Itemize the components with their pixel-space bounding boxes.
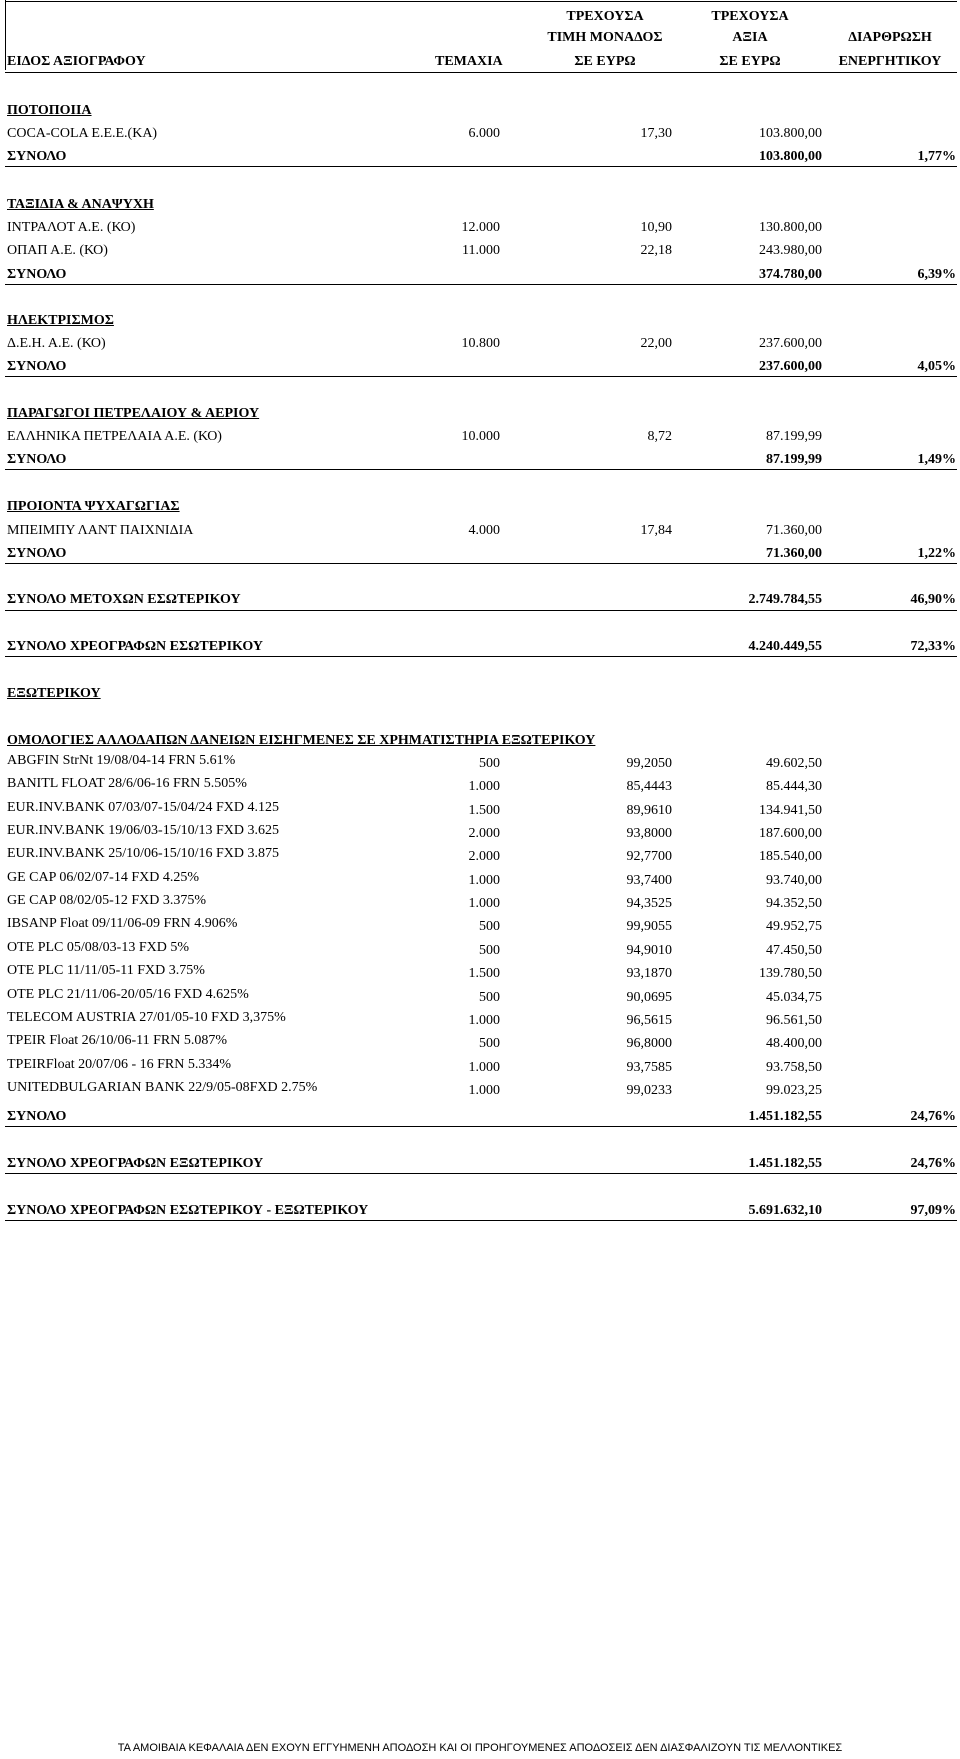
security-qty: 1.500 <box>468 803 500 818</box>
domestic-shares-total-value: 2.749.784,55 <box>748 592 822 607</box>
security-qty: 1.000 <box>468 1083 500 1098</box>
section-divider <box>5 166 957 167</box>
security-name: IBSANP Float 09/11/06-09 FRN 4.906% <box>7 916 238 931</box>
security-name: EUR.INV.BANK 19/06/03-15/10/13 FXD 3.625 <box>7 823 279 838</box>
security-value: 103.800,00 <box>759 126 822 141</box>
security-price: 92,7700 <box>626 849 672 864</box>
security-name: TPEIRFloat 20/07/06 - 16 FRN 5.334% <box>7 1057 232 1072</box>
total-label: ΣΥΝΟΛΟ <box>7 149 67 164</box>
security-name: OTE PLC 05/08/03-13 FXD 5% <box>7 940 189 955</box>
total-value: 103.800,00 <box>759 149 822 164</box>
section-title: ΗΛΕΚΤΡΙΣΜΟΣ <box>7 313 114 328</box>
security-value: 87.199,99 <box>766 429 822 444</box>
security-price: 99,2050 <box>626 756 672 771</box>
security-name: EUR.INV.BANK 25/10/06-15/10/16 FXD 3.875 <box>7 846 279 861</box>
security-qty: 500 <box>479 919 500 934</box>
disclaimer-footer: ΤΑ ΑΜΟΙΒΑΙΑ ΚΕΦΑΛΑΙΑ ΔΕΝ ΕΧΟΥΝ ΕΓΓΥΗΜΕΝΗ ΑΠΟΔΟΣΗ ΚΑΙ ΟΙ ΠΡΟΗΓΟΥΜΕΝΕΣ ΑΠΟΔΟΣΕΙΣ ΔΕΝ ΔΙΑΣΦΑΛΙΖΟΥΝ ΤΙΣ ΜΕΛΛΟΝΤΙΚΕΣ <box>117 1742 843 1754</box>
header-type: ΕΙΔΟΣ ΑΞΙΟΓΡΑΦΟΥ <box>7 54 146 69</box>
domestic-shares-total-label: ΣΥΝΟΛΟ ΜΕΤΟΧΩΝ ΕΣΩΤΕΡΙΚΟΥ <box>7 592 241 607</box>
header-value-line2: ΑΞΙΑ <box>732 30 768 45</box>
security-price: 89,9610 <box>626 803 672 818</box>
header-qty: ΤΕΜΑΧΙΑ <box>435 54 503 69</box>
total-value: 1.451.182,55 <box>748 1109 822 1124</box>
security-name: GE CAP 06/02/07-14 FXD 4.25% <box>7 870 199 885</box>
security-value: 47.450,50 <box>766 943 822 958</box>
domestic-securities-total-value: 4.240.449,55 <box>748 639 822 654</box>
security-price: 17,30 <box>640 126 672 141</box>
foreign-bonds-title: ΟΜΟΛΟΓΙΕΣ ΑΛΛΟΔΑΠΩΝ ΔΑΝΕΙΩΝ ΕΙΣΗΓΜΕΝΕΣ ΣΕ ΧΡΗΜΑΤΙΣΤΗΡΙΑ ΕΞΩΤΕΡΙΚΟΥ <box>7 733 596 748</box>
foreign-securities-total-value: 1.451.182,55 <box>748 1156 822 1171</box>
security-price: 99,9055 <box>626 919 672 934</box>
total-pct: 4,05% <box>917 359 956 374</box>
domestic-securities-total-label: ΣΥΝΟΛΟ ΧΡΕΟΓΡΑΦΩΝ ΕΣΩΤΕΡΙΚΟΥ <box>7 639 263 654</box>
section-title: ΠΟΤΟΠΟΙΙΑ <box>7 103 92 118</box>
section-divider <box>5 284 957 285</box>
security-price: 94,3525 <box>626 896 672 911</box>
security-qty: 1.500 <box>468 966 500 981</box>
security-name: OTE PLC 21/11/06-20/05/16 FXD 4.625% <box>7 987 249 1002</box>
total-label: ΣΥΝΟΛΟ <box>7 452 67 467</box>
header-alloc-line1: ΔΙΑΡΘΡΩΣΗ <box>848 30 932 45</box>
security-price: 93,1870 <box>626 966 672 981</box>
section-divider <box>5 376 957 377</box>
section-divider <box>5 1126 957 1127</box>
security-name: ΟΠΑΠ Α.Ε. (ΚΟ) <box>7 243 108 258</box>
security-value: 49.602,50 <box>766 756 822 771</box>
foreign-securities-total-label: ΣΥΝΟΛΟ ΧΡΕΟΓΡΑΦΩΝ ΕΞΩΤΕΡΙΚΟΥ <box>7 1156 264 1171</box>
security-qty: 12.000 <box>461 220 500 235</box>
security-qty: 10.000 <box>461 429 500 444</box>
security-name: ΜΠΕΙΜΠΥ ΛΑΝΤ ΠΑΙΧΝΙΔΙΑ <box>7 523 194 538</box>
security-value: 237.600,00 <box>759 336 822 351</box>
header-price-line2: ΤΙΜΗ ΜΟΝΑΔΟΣ <box>547 30 663 45</box>
header-value-line3: ΣΕ ΕΥΡΩ <box>719 54 781 69</box>
domestic-shares-total-pct: 46,90% <box>910 592 956 607</box>
security-value: 243.980,00 <box>759 243 822 258</box>
foreign-title: ΕΞΩΤΕΡΙΚΟΥ <box>7 686 101 701</box>
security-value: 85.444,30 <box>766 779 822 794</box>
security-name: GE CAP 08/02/05-12 FXD 3.375% <box>7 893 206 908</box>
security-qty: 500 <box>479 990 500 1005</box>
section-divider <box>5 563 957 564</box>
grand-total-pct: 97,09% <box>910 1203 956 1218</box>
security-qty: 1.000 <box>468 779 500 794</box>
security-qty: 2.000 <box>468 849 500 864</box>
security-value: 93.740,00 <box>766 873 822 888</box>
security-value: 185.540,00 <box>759 849 822 864</box>
top-left-border <box>5 0 6 70</box>
security-name: BANITL FLOAT 28/6/06-16 FRN 5.505% <box>7 776 247 791</box>
total-pct: 1,22% <box>917 546 956 561</box>
security-qty: 1.000 <box>468 873 500 888</box>
top-border <box>5 1 957 2</box>
security-price: 90,0695 <box>626 990 672 1005</box>
security-name: TPEIR Float 26/10/06-11 FRN 5.087% <box>7 1033 227 1048</box>
section-title: ΠΑΡΑΓΩΓΟΙ ΠΕΤΡΕΛΑΙΟΥ & ΑΕΡΙΟΥ <box>7 406 260 421</box>
security-name: ΕΛΛΗΝΙΚΑ ΠΕΤΡΕΛΑΙΑ Α.Ε. (ΚΟ) <box>7 429 222 444</box>
security-name: TELECOM AUSTRIA 27/01/05-10 FXD 3,375% <box>7 1010 286 1025</box>
security-value: 139.780,50 <box>759 966 822 981</box>
section-title: ΤΑΞΙΔΙΑ & ΑΝΑΨΥΧΗ <box>7 197 154 212</box>
security-qty: 10.800 <box>461 336 500 351</box>
security-name: OTE PLC 11/11/05-11 FXD 3.75% <box>7 963 205 978</box>
security-value: 49.952,75 <box>766 919 822 934</box>
security-price: 96,5615 <box>626 1013 672 1028</box>
security-qty: 2.000 <box>468 826 500 841</box>
total-value: 237.600,00 <box>759 359 822 374</box>
security-price: 93,8000 <box>626 826 672 841</box>
security-value: 134.941,50 <box>759 803 822 818</box>
security-value: 93.758,50 <box>766 1060 822 1075</box>
security-qty: 6.000 <box>468 126 500 141</box>
security-name: ABGFIN StrNt 19/08/04-14 FRN 5.61% <box>7 753 236 768</box>
header-value-line1: ΤΡΕΧΟΥΣΑ <box>711 9 789 24</box>
security-price: 17,84 <box>640 523 672 538</box>
security-name: ΙΝΤΡΑΛΟΤ Α.Ε. (ΚΟ) <box>7 220 136 235</box>
total-value: 71.360,00 <box>766 546 822 561</box>
security-qty: 1.000 <box>468 1060 500 1075</box>
security-name: UNITEDBULGARIAN BANK 22/9/05-08FXD 2.75% <box>7 1080 318 1095</box>
total-pct: 1,49% <box>917 452 956 467</box>
security-price: 99,0233 <box>626 1083 672 1098</box>
header-price-line1: ΤΡΕΧΟΥΣΑ <box>566 9 644 24</box>
security-price: 22,18 <box>640 243 672 258</box>
security-qty: 500 <box>479 756 500 771</box>
total-value: 374.780,00 <box>759 267 822 282</box>
foreign-securities-total-pct: 24,76% <box>910 1156 956 1171</box>
security-price: 93,7400 <box>626 873 672 888</box>
security-price: 22,00 <box>640 336 672 351</box>
grand-total-label: ΣΥΝΟΛΟ ΧΡΕΟΓΡΑΦΩΝ ΕΣΩΤΕΡΙΚΟΥ - ΕΞΩΤΕΡΙΚΟΥ <box>7 1203 369 1218</box>
header-bottom-border <box>5 72 957 73</box>
security-qty: 1.000 <box>468 1013 500 1028</box>
section-divider <box>5 1173 957 1174</box>
security-qty: 11.000 <box>462 243 500 258</box>
total-label: ΣΥΝΟΛΟ <box>7 546 67 561</box>
header-price-line3: ΣΕ ΕΥΡΩ <box>574 54 636 69</box>
total-pct: 6,39% <box>917 267 956 282</box>
security-name: Δ.Ε.Η. Α.Ε. (ΚΟ) <box>7 336 106 351</box>
total-label: ΣΥΝΟΛΟ <box>7 359 67 374</box>
security-price: 10,90 <box>640 220 672 235</box>
grand-total-value: 5.691.632,10 <box>748 1203 822 1218</box>
section-divider <box>5 610 957 611</box>
header-alloc-line2: ΕΝΕΡΓΗΤΙΚΟΥ <box>838 54 942 69</box>
security-name: COCA-COLA E.E.E.(KA) <box>7 126 158 141</box>
total-label: ΣΥΝΟΛΟ <box>7 1109 67 1124</box>
security-price: 93,7585 <box>626 1060 672 1075</box>
security-name: EUR.INV.BANK 07/03/07-15/04/24 FXD 4.125 <box>7 800 279 815</box>
section-title: ΠΡΟΙΟΝΤΑ ΨΥΧΑΓΩΓΙΑΣ <box>7 499 180 514</box>
total-pct: 1,77% <box>917 149 956 164</box>
security-qty: 1.000 <box>468 896 500 911</box>
section-divider <box>5 1220 957 1221</box>
security-value: 96.561,50 <box>766 1013 822 1028</box>
security-value: 99.023,25 <box>766 1083 822 1098</box>
total-pct: 24,76% <box>910 1109 956 1124</box>
security-price: 96,8000 <box>626 1036 672 1051</box>
total-value: 87.199,99 <box>766 452 822 467</box>
security-value: 187.600,00 <box>759 826 822 841</box>
security-qty: 500 <box>479 943 500 958</box>
security-value: 48.400,00 <box>766 1036 822 1051</box>
security-value: 71.360,00 <box>766 523 822 538</box>
security-price: 94,9010 <box>626 943 672 958</box>
security-price: 85,4443 <box>626 779 672 794</box>
security-qty: 4.000 <box>468 523 500 538</box>
section-divider <box>5 656 957 657</box>
total-label: ΣΥΝΟΛΟ <box>7 267 67 282</box>
section-divider <box>5 469 957 470</box>
domestic-securities-total-pct: 72,33% <box>910 639 956 654</box>
security-value: 45.034,75 <box>766 990 822 1005</box>
security-qty: 500 <box>479 1036 500 1051</box>
security-price: 8,72 <box>647 429 672 444</box>
security-value: 130.800,00 <box>759 220 822 235</box>
security-value: 94.352,50 <box>766 896 822 911</box>
